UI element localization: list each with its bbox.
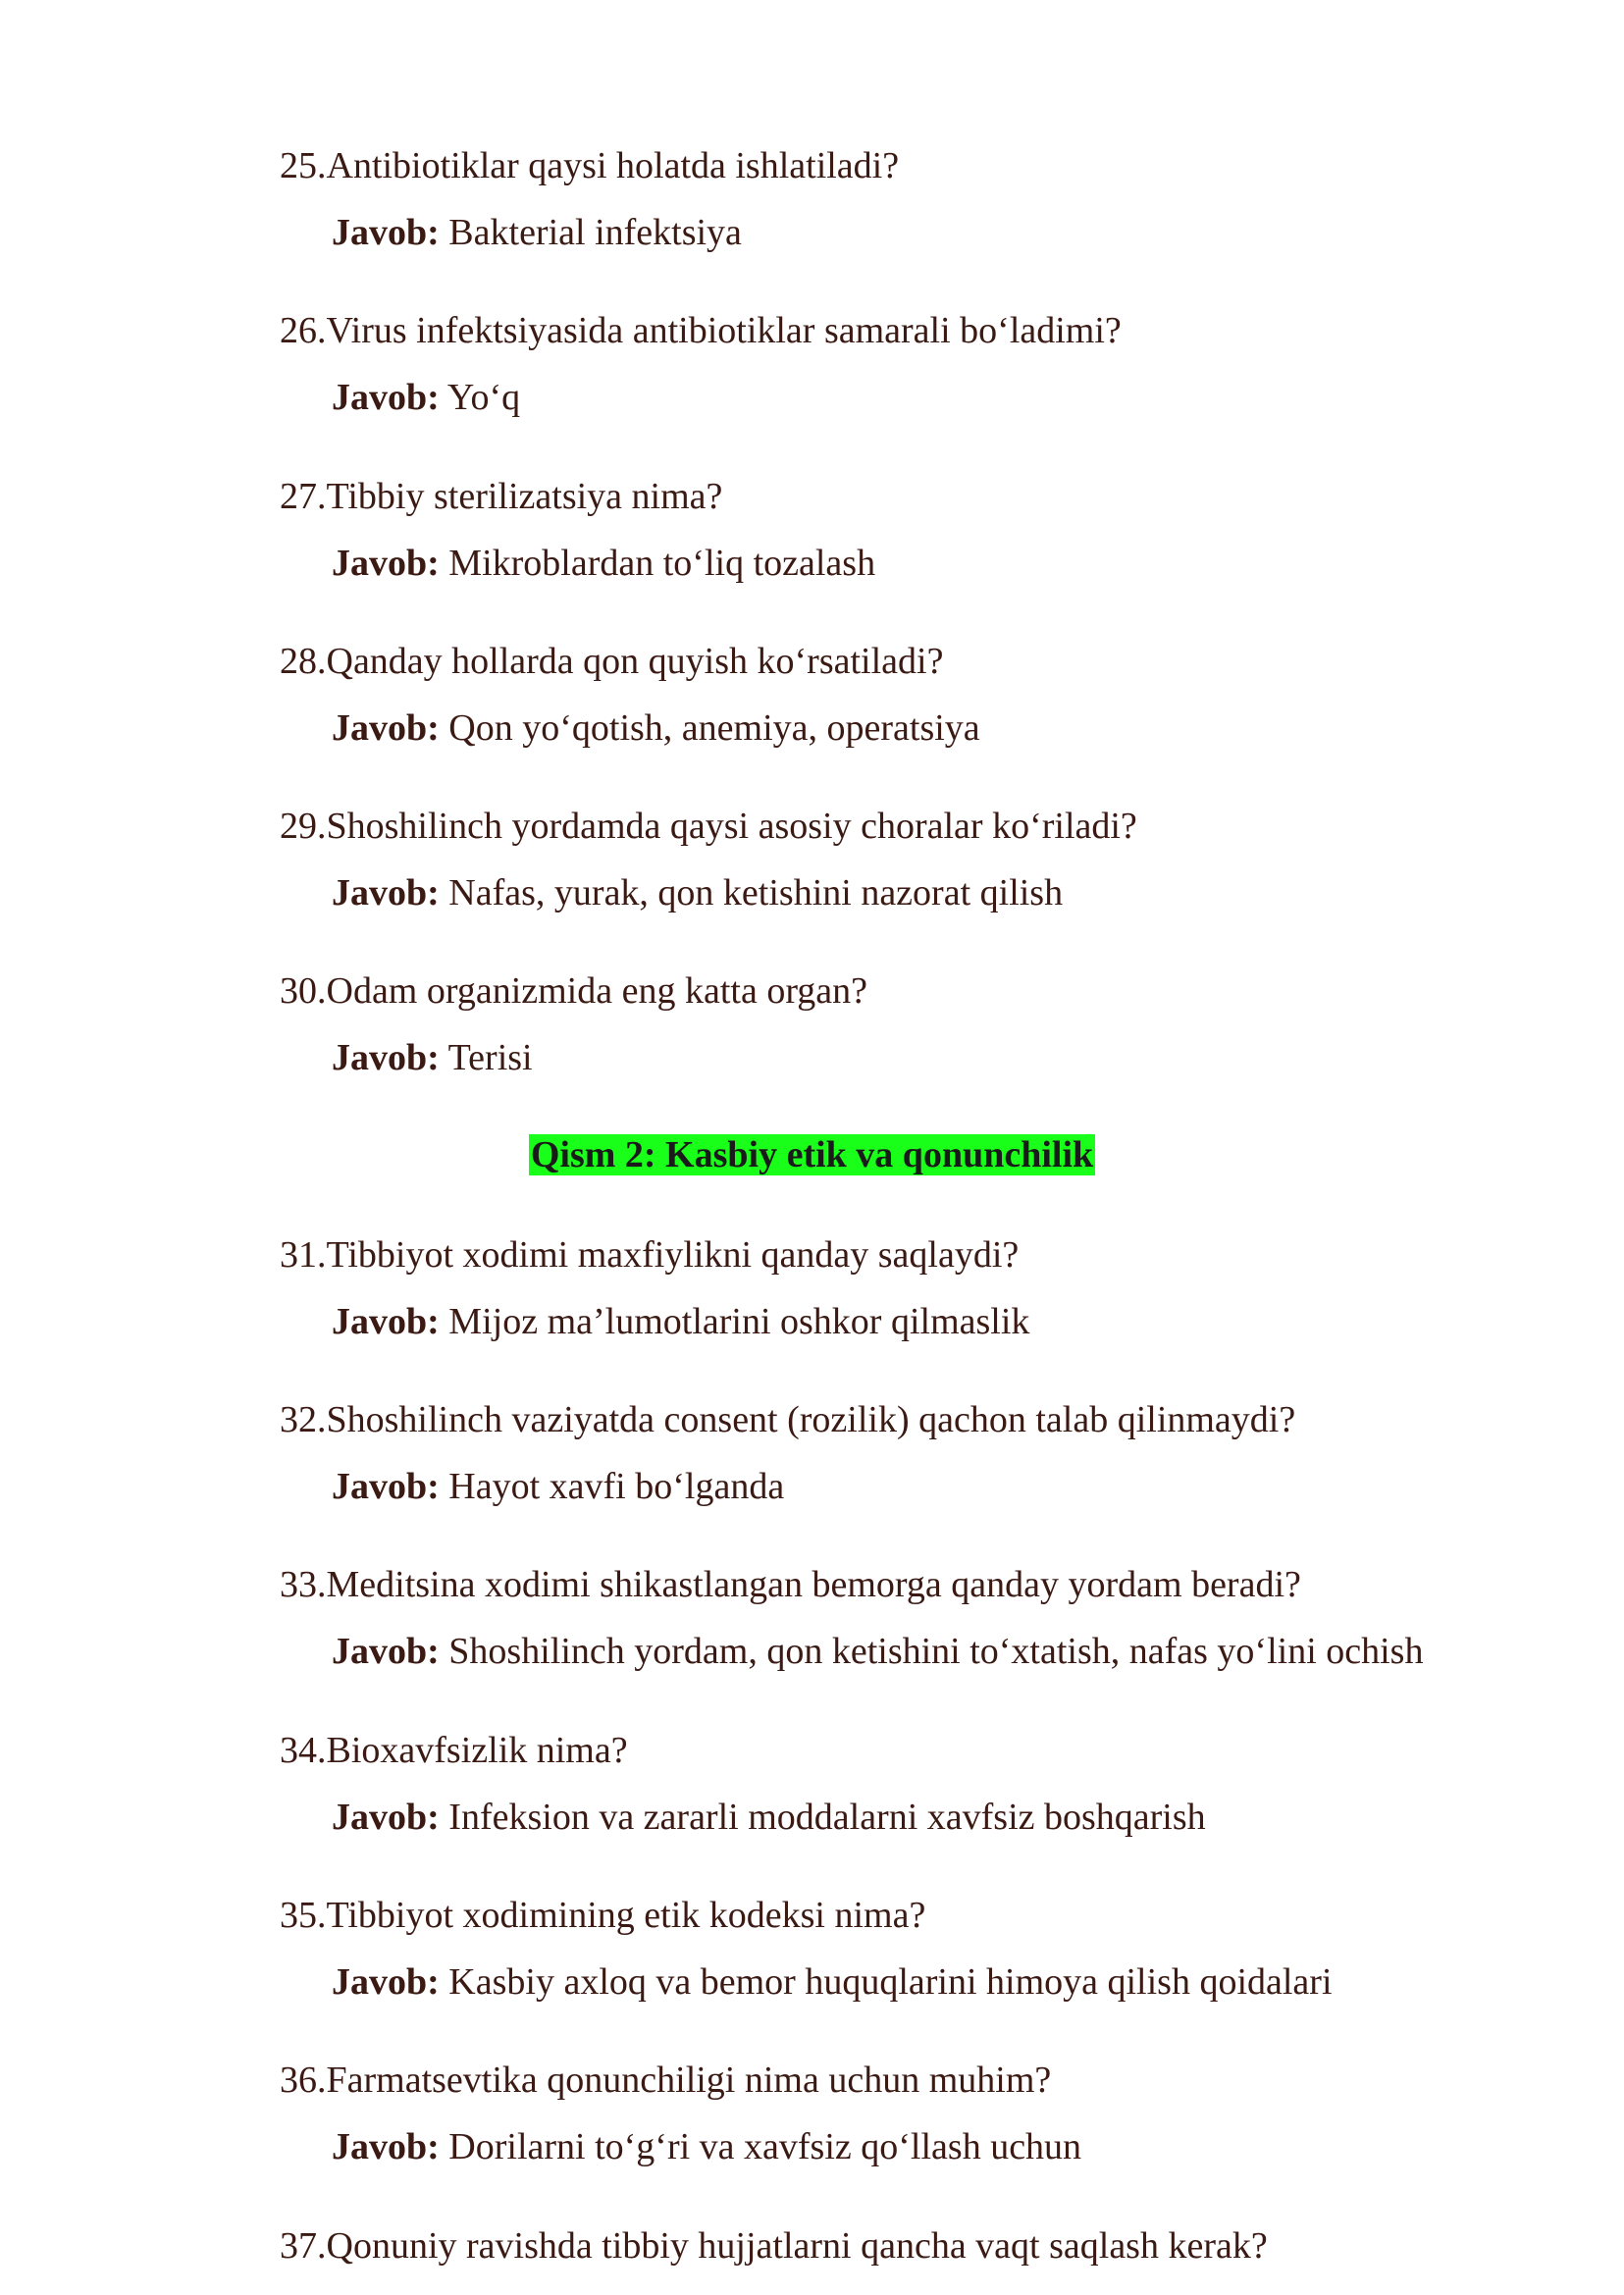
- question: [280, 1728, 1575, 1773]
- question-number: 31.: [280, 1234, 327, 1276]
- qa-item-37: [280, 2223, 1575, 2269]
- qa-item-31: [280, 1232, 1575, 1344]
- question: [280, 2058, 1575, 2103]
- answer-text: Infeksion va zararli moddalarni xavfsiz boshqarish: [448, 1797, 1206, 1838]
- qa-item-33: [280, 1562, 1575, 1674]
- answer-label: Javob:: [332, 707, 440, 749]
- question: [280, 1562, 1575, 1607]
- answer: [332, 1959, 1575, 2005]
- question: [280, 968, 1575, 1014]
- question-number: 26.: [280, 310, 327, 351]
- answer-text: Hayot xavfi bo‘lganda: [448, 1466, 785, 1507]
- qa-item-29: [280, 804, 1575, 915]
- question-number: 29.: [280, 806, 327, 847]
- question-text: Bioxavfsizlik nima?: [326, 1730, 628, 1771]
- question: [280, 1893, 1575, 1938]
- qa-item-35: [280, 1893, 1575, 2005]
- answer-label: Javob:: [332, 872, 440, 913]
- section-heading: [0, 1132, 1624, 1177]
- question: [280, 1397, 1575, 1442]
- answer-label: Javob:: [332, 1961, 440, 2003]
- answer-label: Javob:: [332, 1037, 440, 1078]
- answer-text: Nafas, yurak, qon ketishini nazorat qilish: [448, 872, 1064, 913]
- answer-text: Mijoz ma’lumotlarini oshkor qilmaslik: [448, 1301, 1030, 1342]
- question-text: Antibiotiklar qaysi holatda ishlatiladi?: [326, 145, 900, 186]
- question-text: Tibbiyot xodimining etik kodeksi nima?: [326, 1895, 926, 1936]
- answer-text: Terisi: [447, 1037, 533, 1078]
- question-number: 37.: [280, 2225, 327, 2267]
- answer: [332, 1035, 1575, 1080]
- answer: [332, 1795, 1575, 1840]
- qa-item-26: [280, 308, 1575, 420]
- answer: [332, 870, 1575, 915]
- question-text: Virus infektsiyasida antibiotiklar samarali bo‘ladimi?: [326, 310, 1122, 351]
- answer: [332, 1629, 1575, 1674]
- question-text: Meditsina xodimi shikastlangan bemorga qanday yordam beradi?: [326, 1564, 1301, 1605]
- question-number: 36.: [280, 2060, 327, 2101]
- question-text: Tibbiyot xodimi maxfiylikni qanday saqlaydi?: [326, 1234, 1020, 1276]
- question-text: Farmatsevtika qonunchiligi nima uchun muhim?: [326, 2060, 1052, 2101]
- question: [280, 143, 1575, 188]
- question: [280, 308, 1575, 353]
- question: [280, 1232, 1575, 1278]
- answer-text: Mikroblardan to‘liq tozalash: [448, 543, 876, 584]
- answer-label: Javob:: [332, 1301, 440, 1342]
- question-text: Shoshilinch vaziyatda consent (rozilik) qachon talab qilinmaydi?: [326, 1399, 1296, 1440]
- question: [280, 639, 1575, 684]
- question-number: 27.: [280, 476, 327, 517]
- question: [280, 474, 1575, 519]
- answer: [332, 2124, 1575, 2169]
- question-number: 34.: [280, 1730, 327, 1771]
- question-text: Tibbiy sterilizatsiya nima?: [326, 476, 723, 517]
- qa-item-34: [280, 1728, 1575, 1840]
- question-number: 33.: [280, 1564, 327, 1605]
- answer: [332, 1299, 1575, 1344]
- answer: [332, 541, 1575, 586]
- question: [280, 2223, 1575, 2269]
- qa-item-36: [280, 2058, 1575, 2169]
- answer-text: Dorilarni to‘g‘ri va xavfsiz qo‘llash uchun: [448, 2126, 1082, 2167]
- answer-label: Javob:: [332, 2126, 440, 2167]
- answer-text: Yo‘q: [446, 377, 521, 418]
- question-number: 28.: [280, 641, 327, 682]
- answer-text: Shoshilinch yordam, qon ketishini to‘xtatish, nafas yo‘lini ochish: [448, 1631, 1424, 1672]
- answer: [332, 1464, 1575, 1509]
- answer-text: Bakterial infektsiya: [448, 212, 742, 253]
- answer-text: Qon yo‘qotish, anemiya, operatsiya: [448, 707, 980, 749]
- question-text: Qanday hollarda qon quyish ko‘rsatiladi?: [326, 641, 944, 682]
- answer-text: Kasbiy axloq va bemor huquqlarini himoya qilish qoidalari: [448, 1961, 1333, 2003]
- question-number: 32.: [280, 1399, 327, 1440]
- qa-item-30: [280, 968, 1575, 1080]
- question-text: Odam organizmida eng katta organ?: [326, 970, 868, 1012]
- answer-label: Javob:: [332, 1466, 440, 1507]
- qa-item-28: [280, 639, 1575, 751]
- question-number: 35.: [280, 1895, 327, 1936]
- question-number: 30.: [280, 970, 327, 1012]
- question: [280, 804, 1575, 849]
- question-number: 25.: [280, 145, 327, 186]
- qa-item-25: [280, 143, 1575, 255]
- answer-label: Javob:: [332, 1631, 440, 1672]
- qa-item-27: [280, 474, 1575, 586]
- question-text: Qonuniy ravishda tibbiy hujjatlarni qancha vaqt saqlash kerak?: [326, 2225, 1268, 2267]
- answer-label: Javob:: [332, 543, 440, 584]
- answer-label: Javob:: [332, 377, 440, 418]
- answer-label: Javob:: [332, 212, 440, 253]
- answer: [332, 210, 1575, 255]
- question-text: Shoshilinch yordamda qaysi asosiy choralar ko‘riladi?: [326, 806, 1137, 847]
- answer: [332, 375, 1575, 420]
- qa-item-32: [280, 1397, 1575, 1509]
- answer-label: Javob:: [332, 1797, 440, 1838]
- section-title: Qism 2: Kasbiy etik va qonunchilik: [530, 1134, 1094, 1175]
- answer: [332, 705, 1575, 751]
